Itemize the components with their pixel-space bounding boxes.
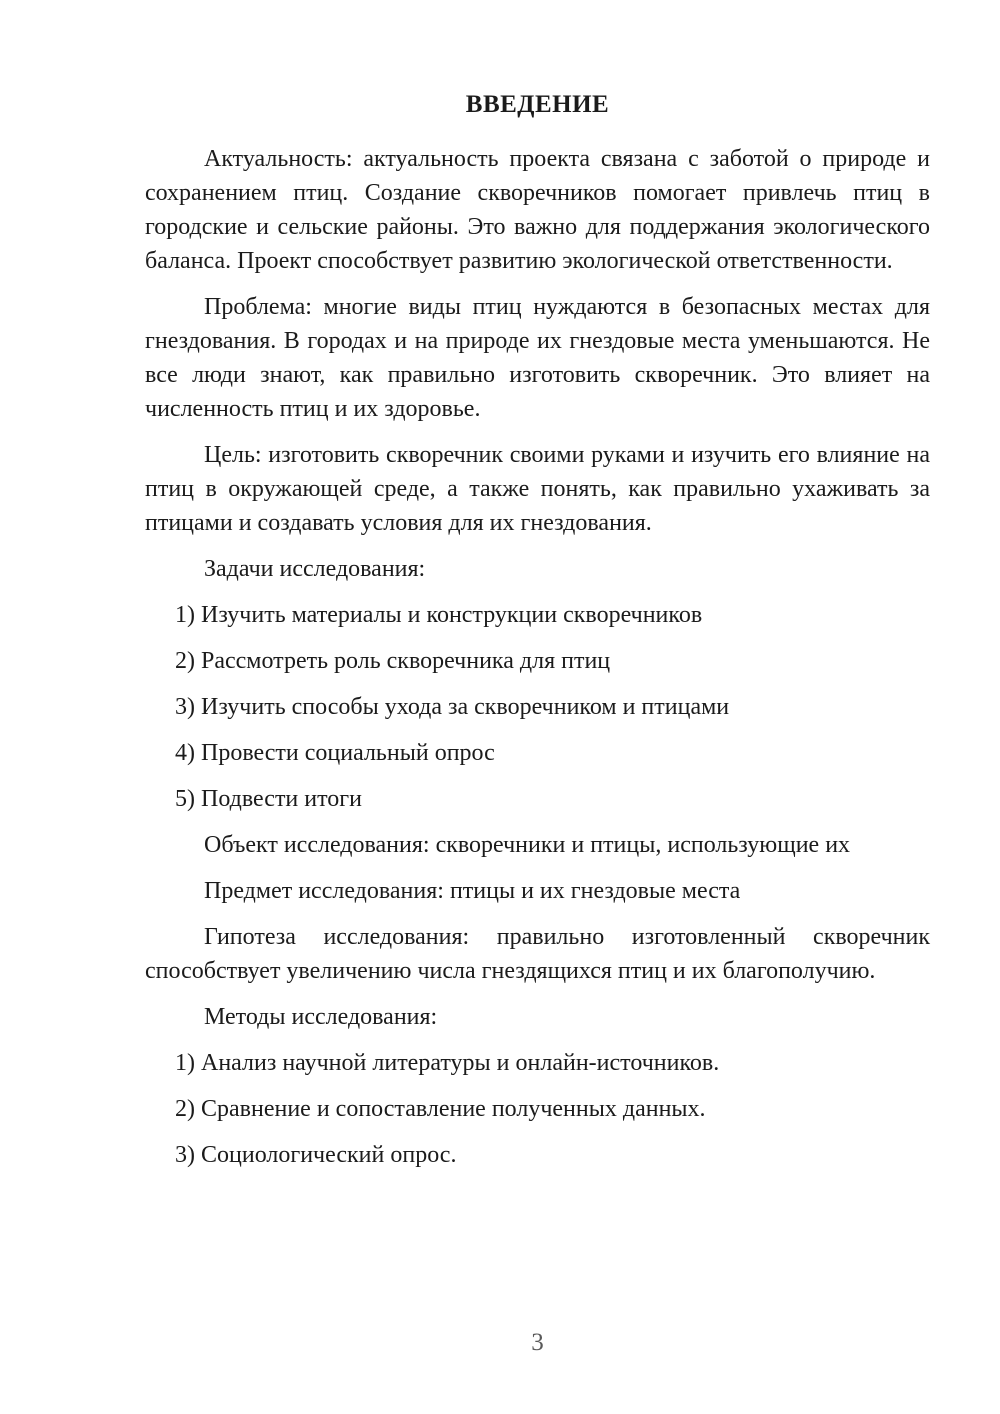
paragraph-problem: Проблема: многие виды птиц нуждаются в безопасных местах для гнездования. В городах и на природе их гнездовые места уменьшаются. Не все люди знают, как правильно изготовить скворечник. Это влияет на численность птиц и их здоровье. [145,294,930,422]
paragraph-goal: Цель: изготовить скворечник своими руками и изучить его влияние на птиц в окружающей среде, а также понять, как правильно ухаживать за птицами и создавать условия для их гнездования. [145,442,930,536]
task-item-3: 3) Изучить способы ухода за скворечником и птицами [175,694,730,720]
section-title: ВВЕДЕНИЕ [465,91,610,118]
methods-heading: Методы исследования: [204,1004,438,1030]
task-item-2: 2) Рассмотреть роль скворечника для птиц [175,648,611,674]
page-number: 3 [531,1329,544,1356]
method-item-1: 1) Анализ научной литературы и онлайн-источников. [175,1050,720,1076]
task-item-1: 1) Изучить материалы и конструкции скворечников [175,602,703,628]
subject-paragraph: Предмет исследования: птицы и их гнездовые места [204,878,741,904]
object-paragraph: Объект исследования: скворечники и птицы, использующие их [204,832,851,858]
task-item-5: 5) Подвести итоги [175,786,362,812]
task-item-4: 4) Провести социальный опрос [175,740,495,766]
method-item-3: 3) Социологический опрос. [175,1142,457,1168]
method-item-2: 2) Сравнение и сопоставление полученных данных. [175,1096,706,1122]
paragraph-actuality: Актуальность: актуальность проекта связана с заботой о природе и сохранением птиц. Создание скворечников помогает привлечь птиц в городские и сельские районы. Это важно для поддержания экологического баланса. Проект способствует развитию экологической ответственности. [145,146,930,274]
tasks-heading: Задачи исследования: [204,556,426,582]
hypothesis-paragraph: Гипотеза исследования: правильно изготовленный скворечник способствует увеличению числа гнездящихся птиц и их благополучию. [145,924,930,984]
